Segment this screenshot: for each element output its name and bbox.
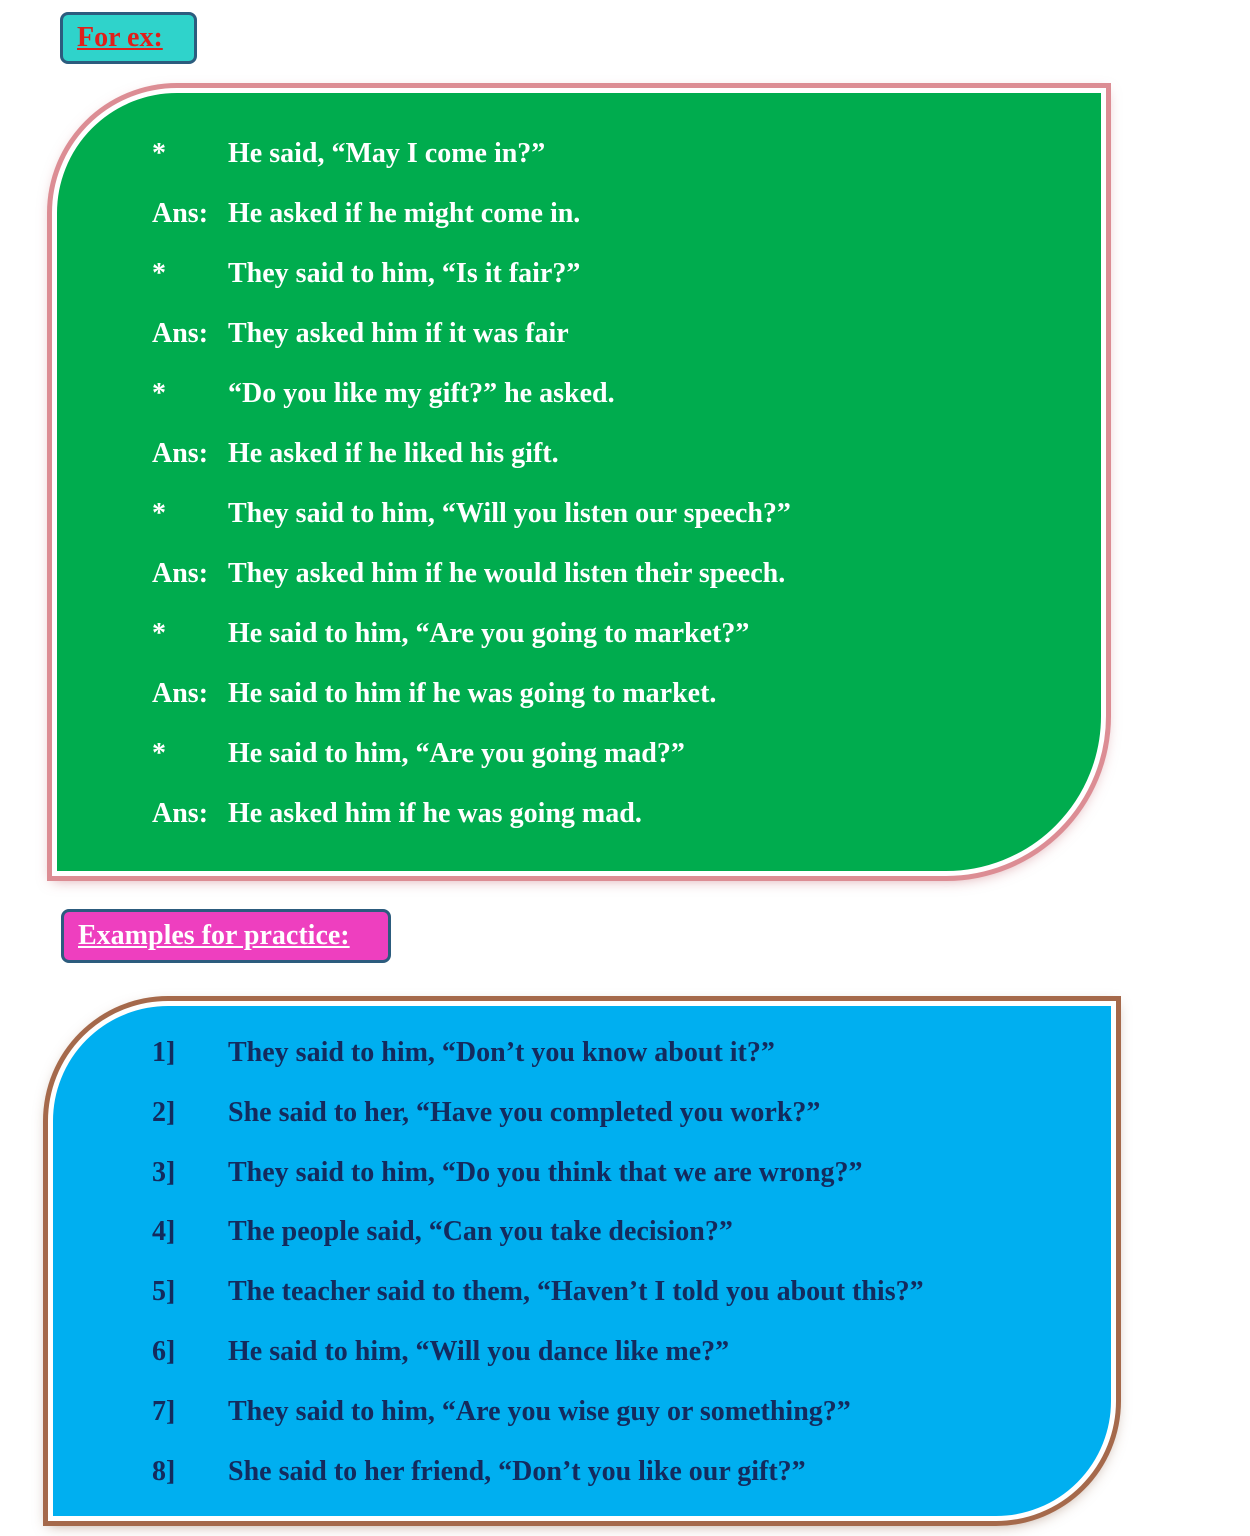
practice-label [61,909,391,963]
practice-line [152,1274,924,1310]
example-text: He said to him, “Are you going to market?” [228,618,750,649]
practice-text: The people said, “Can you take decision?” [228,1216,733,1247]
practice-number: 5] [152,1276,176,1307]
practice-number: 8] [152,1456,176,1487]
example-marker: * [152,258,166,289]
example-line [152,556,785,592]
example-line [152,796,642,832]
example-text: They asked him if he would listen their speech. [228,558,786,589]
example-line [152,136,545,172]
for-ex-label [60,12,197,64]
practice-text: They said to him, “Don’t you know about it?” [228,1037,775,1068]
practice-number: 3] [152,1157,176,1188]
example-text: They said to him, “Will you listen our speech?” [228,498,791,529]
example-line [152,196,580,232]
example-line [152,676,716,712]
example-line [152,496,791,532]
practice-line [152,1394,851,1430]
example-marker: Ans: [152,798,209,829]
example-text: “Do you like my gift?” he asked. [228,378,615,409]
practice-line [152,1095,820,1131]
example-marker: * [152,498,166,529]
practice-number: 7] [152,1396,176,1427]
example-line [152,616,749,652]
example-marker: Ans: [152,558,209,589]
practice-line [152,1454,806,1490]
practice-number: 1] [152,1037,176,1068]
example-text: They asked him if it was fair [228,318,569,349]
example-text: He asked him if he was going mad. [228,798,642,829]
practice-text: They said to him, “Are you wise guy or something?” [228,1396,851,1427]
example-line [152,436,559,472]
example-text: He said to him, “Are you going mad?” [228,738,685,769]
example-line [152,316,569,352]
example-marker: Ans: [152,198,209,229]
example-marker: * [152,738,166,769]
practice-line [152,1155,862,1191]
example-line [152,256,580,292]
practice-number: 2] [152,1097,176,1128]
example-marker: * [152,618,166,649]
example-marker: * [152,378,166,409]
example-text: He asked if he might come in. [228,198,581,229]
example-text: They said to him, “Is it fair?” [228,258,581,289]
practice-number: 6] [152,1336,176,1367]
practice-panel [48,1001,1116,1521]
example-marker: Ans: [152,438,209,469]
example-line [152,376,615,412]
example-text: He asked if he liked his gift. [228,438,559,469]
practice-line [152,1035,775,1071]
practice-text: The teacher said to them, “Haven’t I told you about this?” [228,1276,924,1307]
practice-text: She said to her, “Have you completed you work?” [228,1097,821,1128]
practice-line [152,1334,729,1370]
practice-text: They said to him, “Do you think that we are wrong?” [228,1157,863,1188]
example-marker: Ans: [152,318,209,349]
example-marker: * [152,138,166,169]
example-text: He said to him if he was going to market. [228,678,717,709]
practice-text: She said to her friend, “Don’t you like our gift?” [228,1456,806,1487]
example-text: He said, “May I come in?” [228,138,546,169]
practice-line [152,1214,733,1250]
for-ex-label-text: For ex: [77,22,163,53]
example-marker: Ans: [152,678,209,709]
example-line [152,736,685,772]
practice-text: He said to him, “Will you dance like me?” [228,1336,730,1367]
practice-label-text: Examples for practice: [78,920,350,951]
practice-number: 4] [152,1216,176,1247]
